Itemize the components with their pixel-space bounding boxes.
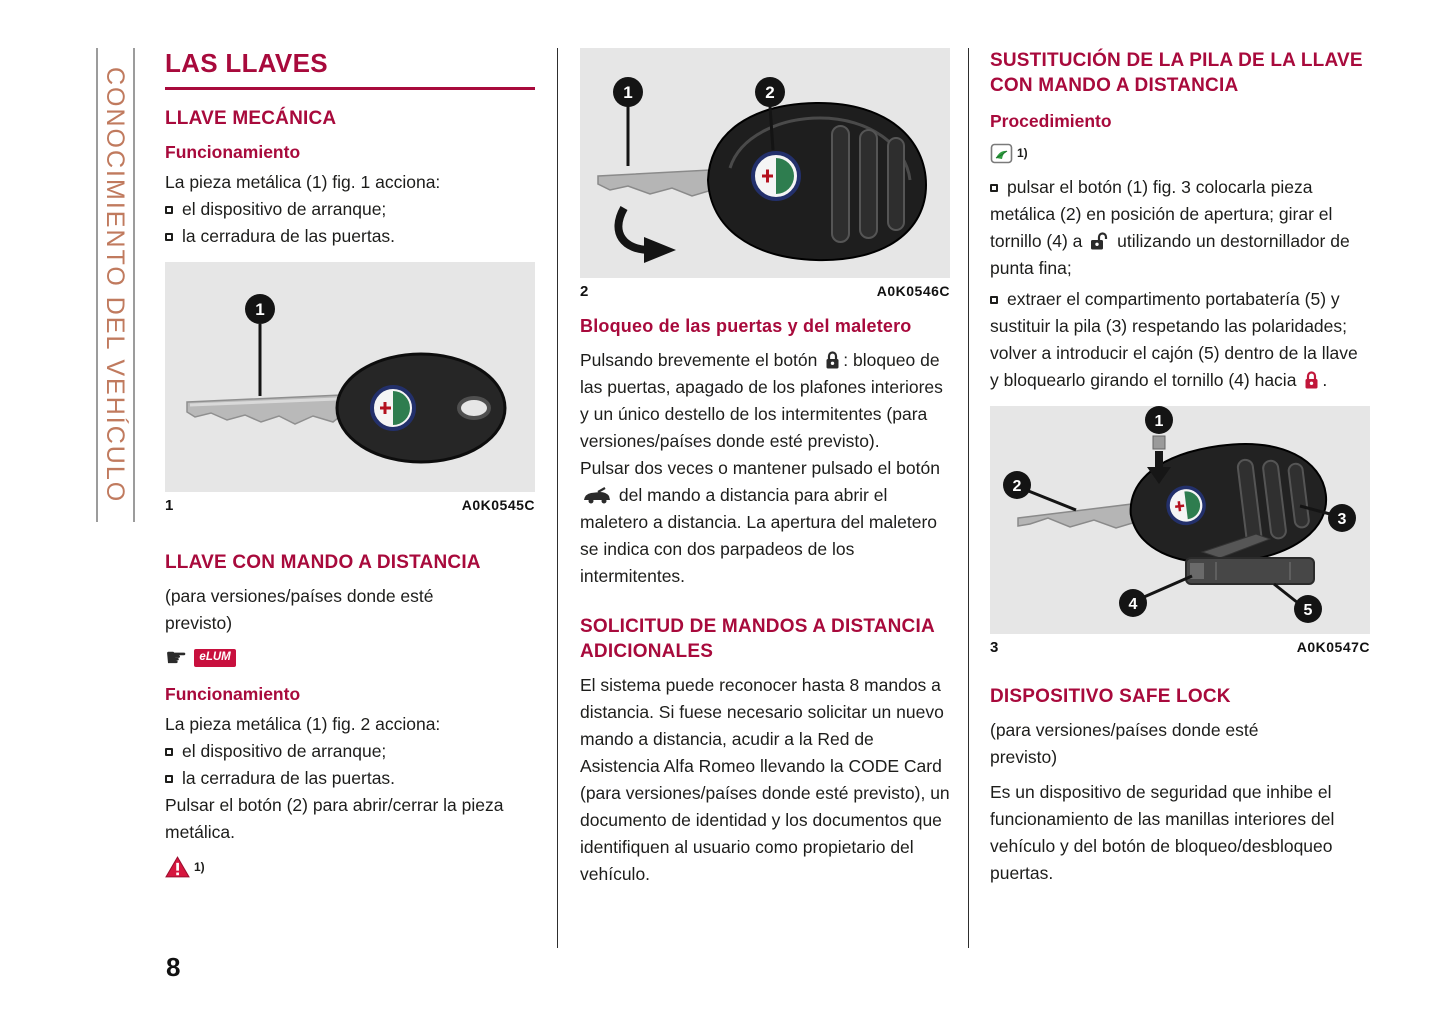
figure-number: 1 [165, 497, 174, 514]
square-bullet-icon [165, 233, 173, 241]
page-title: LAS LLAVES [165, 48, 535, 90]
text-run: extraer el compartimento portabatería (5) y sustituir la pila (3) respetando las polaridades; volver a introducir el cajón (5) dentro de la llave y bloquearlo girando el tornillo (4) hacia [990, 289, 1358, 390]
lock-red-icon [1304, 371, 1319, 389]
section-heading-mechanical-key: LLAVE MECÁNICA [165, 108, 337, 129]
figure-3-caption [990, 639, 1370, 656]
column-divider-2 [968, 48, 969, 948]
remote-key-illustration [580, 48, 950, 278]
list-item-step-2 [990, 286, 1370, 394]
callout-2: 2 [765, 83, 775, 102]
figure-code: A0K0545C [461, 497, 535, 513]
paragraph: El sistema puede reconocer hasta 8 mandos a distancia. Si fuese necesario solicitar un nuevo mando a distancia, acudir a la Red de Asistencia Alfa Romeo llevando la CODE Card (para versiones/países donde esté previsto), un documento de identidad y los documentos que identifiquen al usuario como propietario del vehículo. [580, 675, 950, 884]
bullet-text: el dispositivo de arranque; [182, 741, 387, 761]
column-3 [990, 48, 1370, 887]
callout-1: 1 [1154, 413, 1164, 430]
figure-number: 3 [990, 639, 999, 656]
text-run: : bloqueo de las puertas, apagado de los plafones interiores y un único destello de los intermitentes (para versiones/países donde esté previsto). [580, 350, 943, 451]
sidebar-rule-right [133, 48, 135, 522]
section-heading-additional-remotes: SOLICITUD DE MANDOS A DISTANCIA ADICIONALES [580, 616, 935, 662]
text-run: . [1322, 370, 1328, 390]
section-heading-safe-lock: DISPOSITIVO SAFE LOCK [990, 686, 1231, 707]
square-bullet-icon [165, 748, 173, 756]
elum-badge: eLUM [194, 649, 235, 667]
figure-code: A0K0547C [1296, 639, 1370, 655]
bullet-text: el dispositivo de arranque; [182, 199, 387, 219]
figure-2-caption [580, 283, 950, 300]
square-bullet-icon [990, 184, 998, 192]
list-item [165, 738, 535, 765]
lock-icon [825, 351, 840, 369]
callout-2: 2 [1012, 478, 1022, 495]
hand-pointer-icon: ☛ [165, 643, 188, 672]
availability-note: (para versiones/países donde esté previsto) [165, 586, 434, 633]
warning-row [165, 854, 535, 880]
text-run: del mando a distancia para abrir el maletero a distancia. La apertura del maletero se indica con dos parpadeos de los intermitentes. [580, 485, 938, 586]
warning-triangle-icon [165, 856, 190, 878]
callout-5: 5 [1303, 602, 1313, 619]
square-bullet-icon [165, 206, 173, 214]
text-run: pulsar el botón (1) fig. 3 colocarla pieza metálica (2) en posición de apertura; girar el tornillo (4) a [990, 177, 1333, 251]
list-item [165, 765, 535, 792]
list-item-step-1 [990, 174, 1370, 282]
callout-4: 4 [1128, 596, 1138, 613]
text-run: utilizando un destornillador de punta fina; [990, 231, 1350, 278]
trunk-open-icon [583, 487, 611, 504]
square-bullet-icon [990, 296, 998, 304]
text-run: Pulsando brevemente el botón [580, 350, 818, 370]
key-battery-exploded-illustration [990, 406, 1370, 634]
paragraph-trunk [580, 455, 950, 590]
eco-note-row [990, 140, 1370, 166]
paragraph: Pulsar el botón (2) para abrir/cerrar la pieza metálica. [165, 795, 504, 842]
section-heading-remote-key: LLAVE CON MANDO A DISTANCIA [165, 552, 481, 573]
reference-icon-row [165, 645, 535, 671]
square-bullet-icon [165, 775, 173, 783]
availability-note: (para versiones/países donde esté previsto) [990, 720, 1259, 767]
column-divider-1 [557, 48, 558, 948]
callout-1: 1 [255, 300, 265, 319]
page-number: 8 [166, 952, 181, 982]
callout-1: 1 [623, 83, 633, 102]
paragraph: Es un dispositivo de seguridad que inhibe el funcionamiento de las manillas interiores del vehículo y del botón de bloqueo/desbloqueo puertas. [990, 782, 1335, 883]
paragraph-lock [580, 347, 950, 455]
column-1 [165, 48, 535, 880]
footnote-ref: 1) [194, 860, 205, 874]
bullet-text: la cerradura de las puertas. [182, 768, 396, 788]
list-item [165, 196, 535, 223]
figure-3 [990, 406, 1370, 634]
mechanical-key-illustration [165, 262, 535, 492]
section-heading-battery-replacement: SUSTITUCIÓN DE LA PILA DE LA LLAVE CON MANDO A DISTANCIA [990, 50, 1363, 96]
paragraph: La pieza metálica (1) fig. 1 acciona: [165, 172, 441, 192]
figure-1 [165, 262, 535, 492]
callout-3: 3 [1337, 511, 1347, 528]
section-heading-door-lock: Bloqueo de las puertas y del maletero [580, 316, 912, 336]
unlock-icon [1090, 232, 1109, 250]
column-2 [580, 48, 950, 888]
subheading-funcionamiento: Funcionamiento [165, 684, 301, 704]
figure-code: A0K0546C [876, 283, 950, 299]
alfa-romeo-logo-icon [372, 387, 414, 429]
footnote-ref: 1) [1017, 146, 1028, 160]
alfa-romeo-logo-icon [753, 153, 799, 199]
subheading-procedimiento: Procedimiento [990, 111, 1112, 131]
figure-1-caption [165, 497, 535, 514]
eco-battery-icon [990, 143, 1013, 164]
list-item [165, 223, 535, 250]
chapter-title-vertical: CONOCIMIENTO DEL VEHÍCULO [101, 66, 129, 504]
paragraph: La pieza metálica (1) fig. 2 acciona: [165, 714, 441, 734]
bullet-text: la cerradura de las puertas. [182, 226, 396, 246]
figure-2 [580, 48, 950, 278]
subheading-funcionamiento: Funcionamiento [165, 142, 301, 162]
text-run: Pulsar dos veces o mantener pulsado el botón [580, 458, 940, 478]
figure-number: 2 [580, 283, 589, 300]
